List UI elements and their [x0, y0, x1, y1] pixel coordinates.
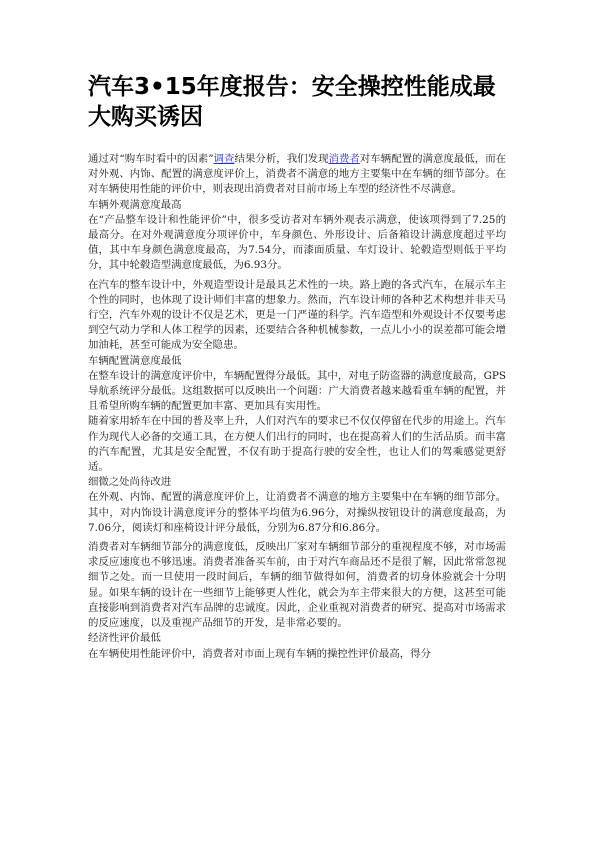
section-paragraph: 在“产品整车设计和性能评价”中，很多受访者对车辆外观表示满意，使该项得到了7.25的最高分。在对外观满意度分项评价中，车身颜色、外形设计、后备箱设计满意度超过平均值，其中车身颜色满意度最高，为7.54分，而漆面质量、车灯设计、轮毂造型则低于平均分，其中轮毂造型满意度最低，为6.93分。 — [88, 213, 506, 272]
link-consumer[interactable]: 消费者 — [328, 153, 360, 165]
section-heading-exterior: 车辆外观满意度最高 — [88, 198, 182, 211]
link-survey[interactable]: 调查 — [213, 153, 235, 165]
intro-text-post: 对车辆配置的满意度最低，而在对外观、内饰、配置的满意度评价上，消费者不满意的地方主要集中在车辆的细节部分。在对车辆使用性能的评价中，则表现出消费者对目前市场上车型的经济性不尽满意。 — [88, 153, 507, 196]
document-page — [88, 72, 506, 662]
article-title: 汽车3•15年度报告：安全操控性能成最大购买诱因 — [88, 74, 496, 130]
intro-paragraph — [88, 152, 506, 198]
intro-text-mid: 结果分析，我们发现 — [234, 153, 329, 165]
section-heading-economy: 经济性评价最低 — [88, 632, 161, 645]
section-paragraph: 在整车设计的满意度评价中，车辆配置得分最低。其中，对电子防盗器的满意度最高，GPS导航系统评分最低。这组数据可以反映出一个问题：广大消费者越来越看重车辆的配置，并且希望所购车辆的配置更加丰富、更加具有实用性。 — [88, 369, 506, 413]
section-paragraph: 在汽车的整车设计中，外观造型设计是最具艺术性的一块。路上跑的各式汽车，在展示车主个性的同时，也体现了设计师们丰富的想象力。然而，汽车设计师的各种艺术构想并非天马行空，汽车外观的设计不仅是艺术，更是一门严谨的科学。汽车造型和外观设计不仅要考虑到空气动力学和人体工程学的因素，还要结合各种机械参数，一点儿小小的误差都可能会增加油耗，甚至可能成为安全隐患。 — [88, 278, 506, 352]
intro-text-pre: 通过对“购车时看中的因素” — [88, 153, 214, 165]
section-heading-details: 细微之处尚待改进 — [88, 476, 172, 489]
section-paragraph: 消费者对车辆细节部分的满意度低，反映出厂家对车辆细节部分的重视程度不够，对市场需求反应速度也不够迅速。消费者准备买车前，由于对汽车商品还不是很了解，因此常常忽视细节之处。而一旦使用一段时间后，车辆的细节做得如何，消费者的切身体验就会十分明显。如果车辆的设计在一些细节上能够更人性化，就会为车主带来很大的方便，这甚至可能直接影响到消费者对汽车品牌的忠诚度。因此，企业重视对消费者的研究、提高对市场需求的反应速度，以及重视产品细节的开发，是非常必要的。 — [88, 541, 506, 630]
section-paragraph: 随着家用轿车在中国的普及率上升，人们对汽车的要求已不仅仅停留在代步的用途上。汽车作为现代人必备的交通工具，在方便人们出行的同时，也在提高着人们的生活品质。而丰富的汽车配置，尤其是安全配置，不仅有助于提高行驶的安全性，也让人们的驾乘感觉更舒适。 — [88, 415, 506, 474]
section-paragraph: 在车辆使用性能评价中，消费者对市面上现有车辆的操控性评价最高，得分 — [88, 647, 431, 660]
section-paragraph: 在外观、内饰、配置的满意度评价上，让消费者不满意的地方主要集中在车辆的细节部分。其中，对内饰设计满意度评分的整体平均值为6.96分，对操纵按钮设计的满意度最高，为7.06分，阅读灯和座椅设计评分最低，分别为6.87分和6.86分。 — [88, 491, 506, 534]
section-heading-configuration: 车辆配置满意度最低 — [88, 354, 182, 367]
